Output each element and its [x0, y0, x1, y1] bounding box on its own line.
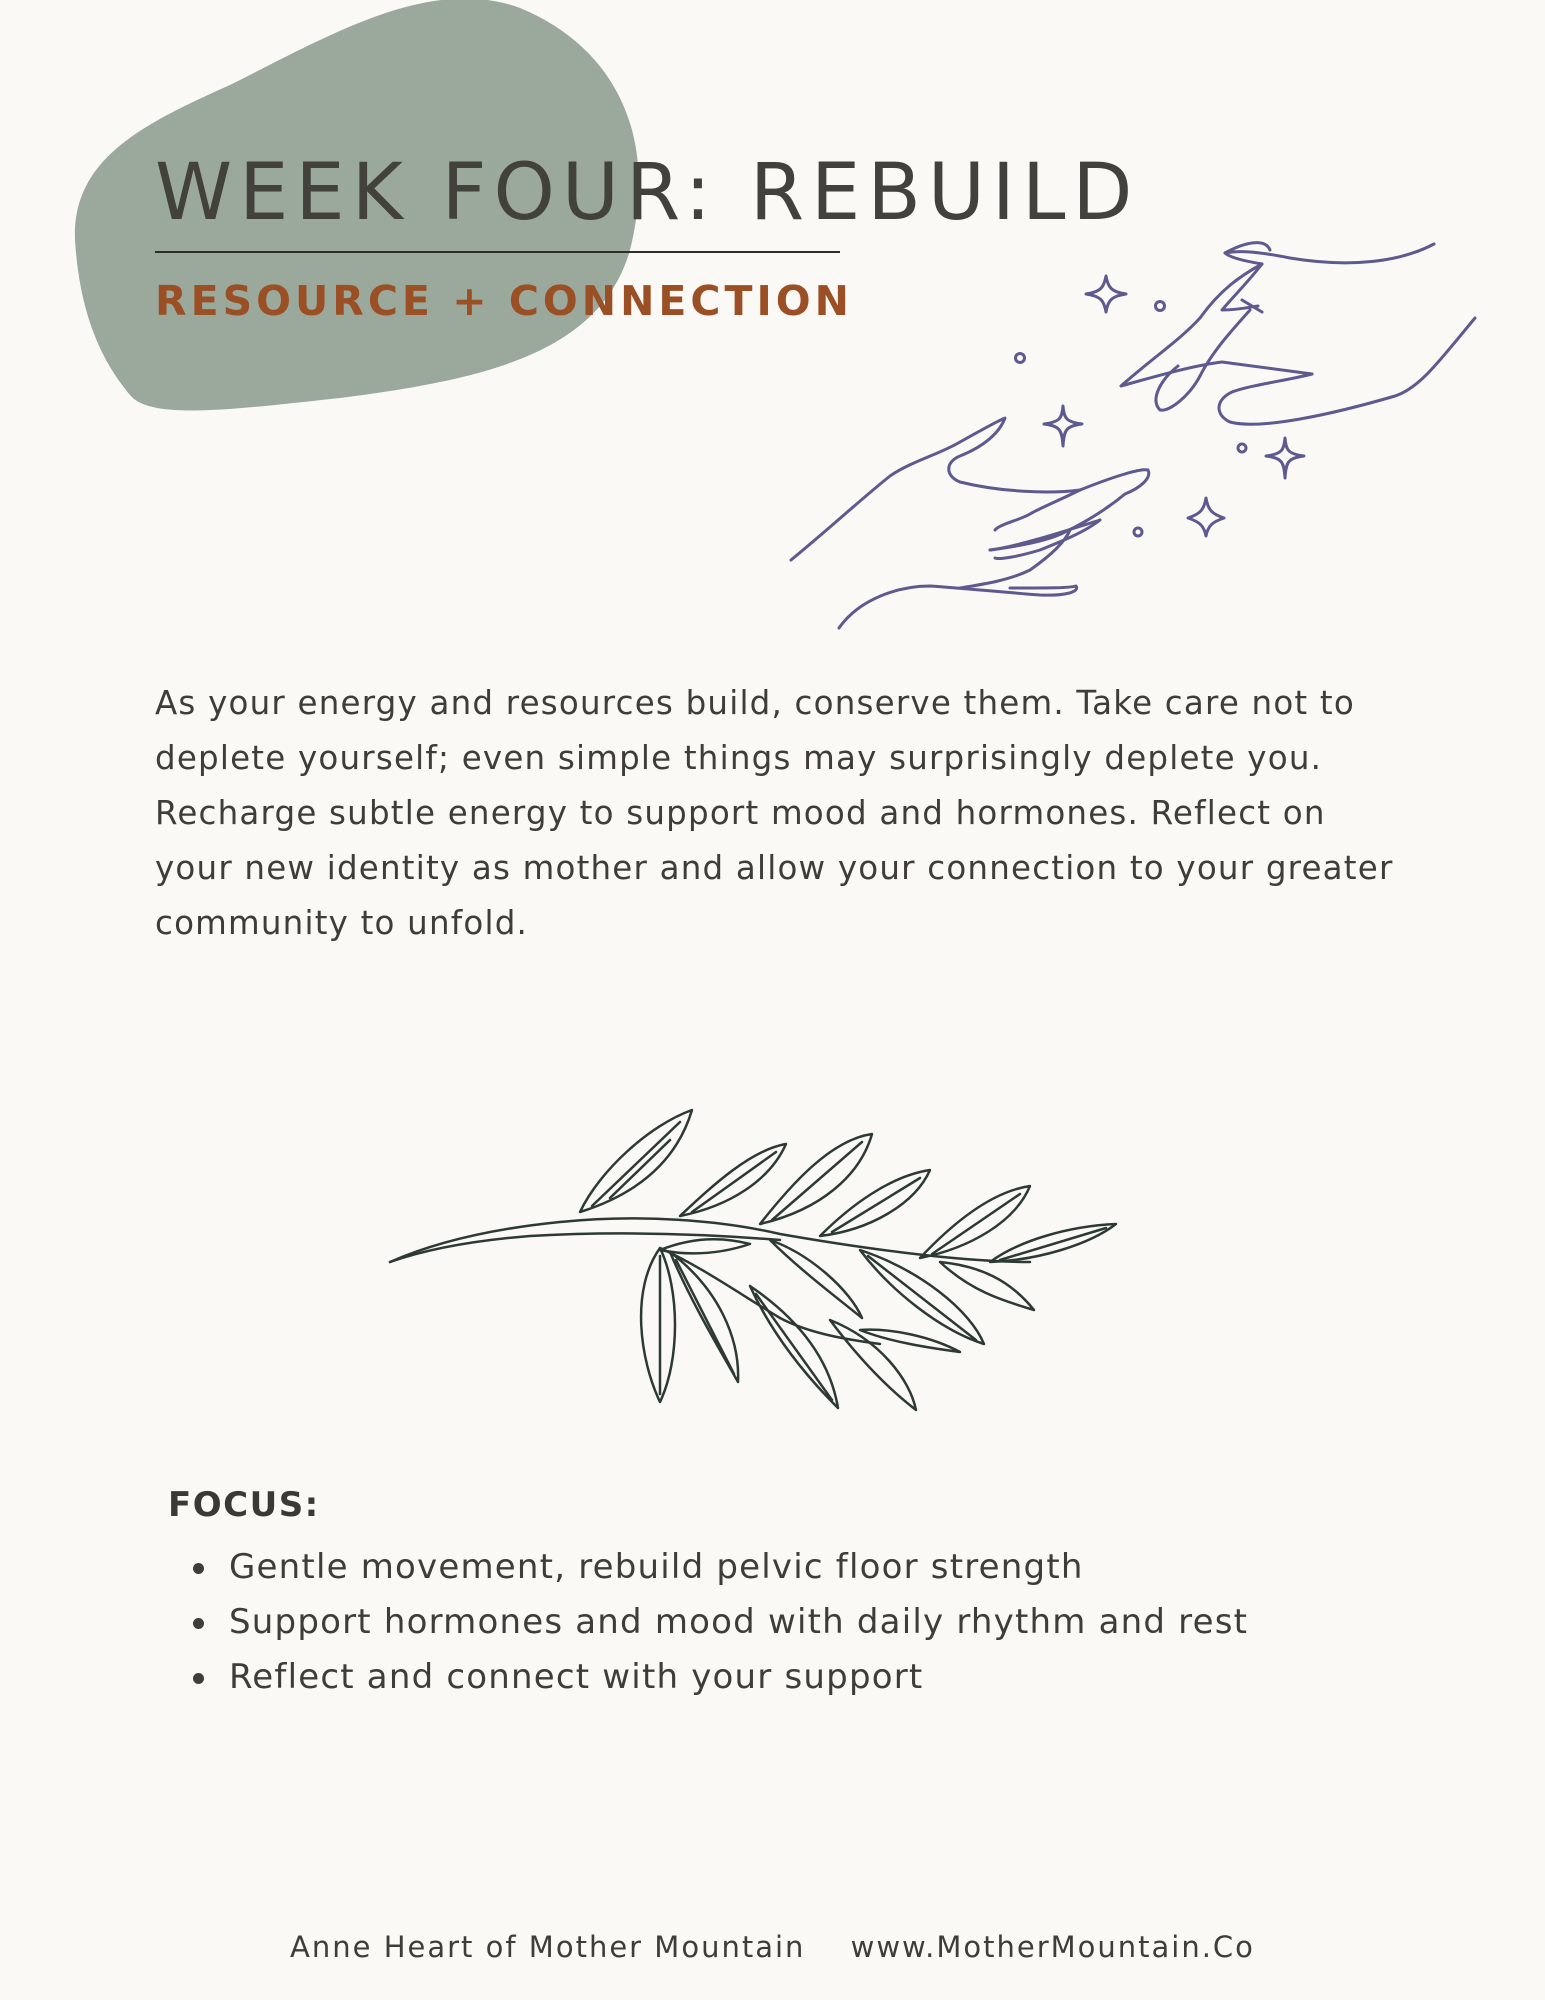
olive-branch-illustration [380, 1100, 1130, 1430]
bullet-icon [193, 1673, 204, 1684]
page-subtitle: RESOURCE + CONNECTION [155, 277, 853, 325]
list-item [168, 1595, 1418, 1650]
footer [0, 1930, 1545, 1964]
dot-icon [1016, 354, 1025, 363]
bullet-icon [193, 1563, 204, 1574]
list-item [168, 1650, 1418, 1705]
leaf [770, 1240, 862, 1318]
focus-list [168, 1540, 1418, 1705]
reaching-hands-illustration [780, 230, 1500, 640]
leaf [660, 1239, 750, 1253]
footer-author: Anne Heart of Mother Mountain [290, 1930, 806, 1964]
leaf [820, 1170, 930, 1236]
sparkle-icon [1044, 406, 1082, 446]
list-item [168, 1540, 1418, 1595]
dot-icon [1156, 302, 1165, 311]
bullet-icon [193, 1618, 204, 1629]
focus-item-text: Support hormones and mood with daily rhythm and rest [229, 1602, 1249, 1642]
focus-item-text: Reflect and connect with your support [229, 1657, 924, 1697]
focus-item-text: Gentle movement, rebuild pelvic floor strength [229, 1547, 1084, 1587]
focus-heading: FOCUS: [168, 1485, 320, 1525]
intro-paragraph: As your energy and resources build, conserve them. Take care not to deplete yourself; even simple things may surprisingly deplete you. Recharge subtle energy to support mood and hormones. Reflect on your new identity as mother and allow your connection to your greater community to unfold. [155, 684, 1394, 942]
dot-icon [1238, 444, 1246, 452]
sparkle-icon [1266, 438, 1304, 478]
title-divider [155, 251, 840, 253]
leaf [641, 1248, 675, 1402]
upper-hand-outline [1225, 243, 1434, 263]
sparkle-icon [1188, 498, 1224, 536]
footer-website-link[interactable]: www.MotherMountain.Co [850, 1930, 1255, 1964]
dot-icon [1134, 528, 1142, 536]
page-title: WEEK FOUR: REBUILD [155, 148, 1140, 238]
sparkle-icon [1086, 276, 1126, 312]
